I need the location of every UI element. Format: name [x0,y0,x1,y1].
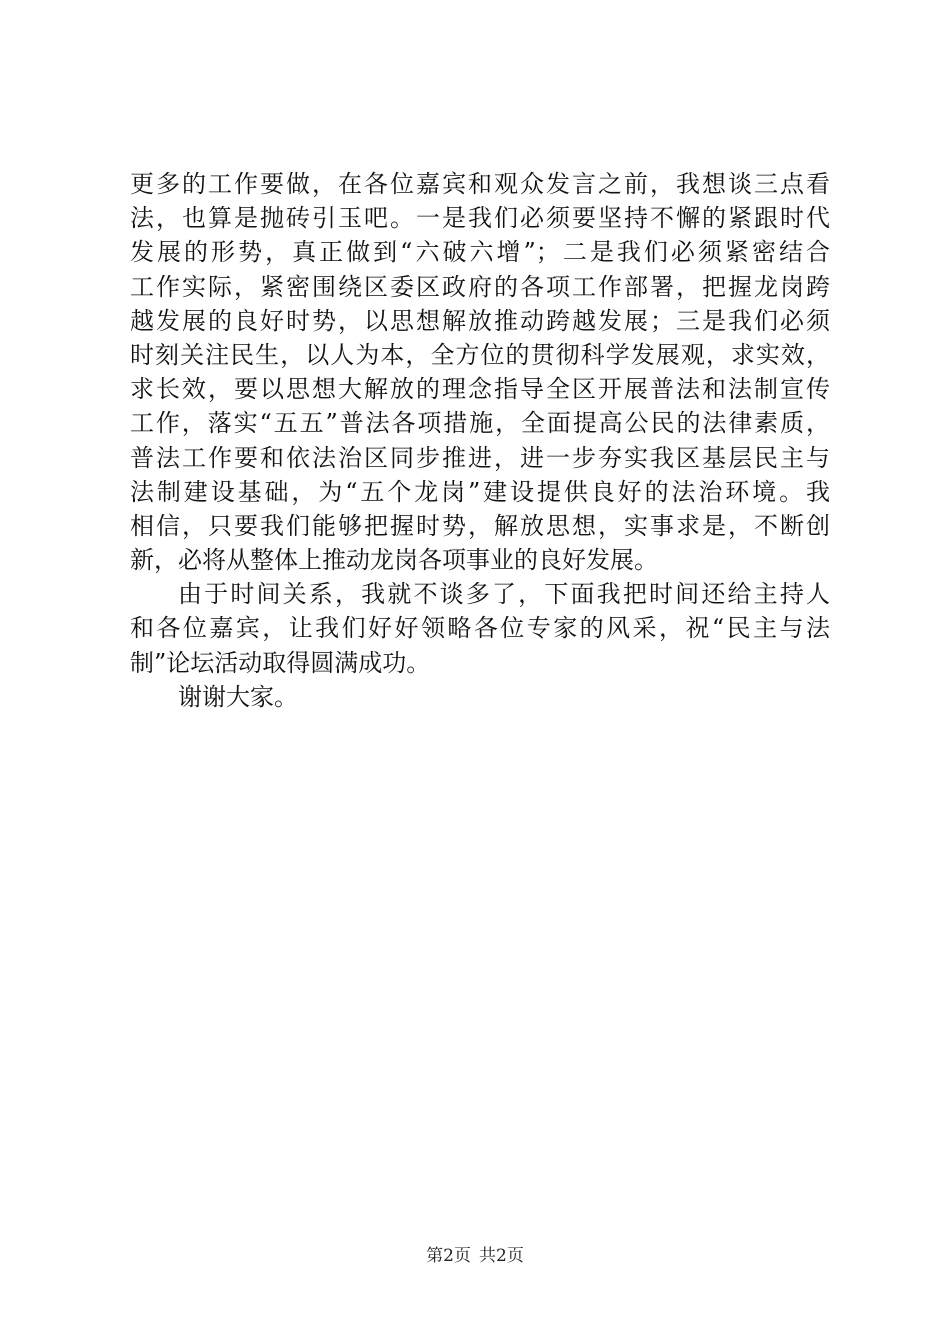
body-line: 和各位嘉宾，让我们好好领略各位专家的风采，祝“民主与法 [130,614,830,643]
body-line: 发展的形势，真正做到“六破六增”；二是我们必须紧密结合 [130,238,830,267]
body-line: 更多的工作要做，在各位嘉宾和观众发言之前，我想谈三点看 [130,170,830,198]
body-line: 求长效，要以思想大解放的理念指导全区开展普法和法制宣传 [130,375,830,404]
body-line: 制”论坛活动取得圆满成功。 [130,648,431,677]
closing-line: 谢谢大家。 [178,682,298,711]
body-line: 时刻关注民生，以人为本，全方位的贯彻科学发展观，求实效， [130,340,830,369]
paragraph-first-line: 由于时间关系，我就不谈多了，下面我把时间还给主持人 [178,580,830,609]
body-line: 法，也算是抛砖引玉吧。一是我们必须要坚持不懈的紧跟时代 [130,204,830,233]
document-body [130,167,830,714]
body-line: 新，必将从整体上推动龙岗各项事业的良好发展。 [130,546,658,575]
page-number: 第2页 [426,1246,471,1266]
body-line: 越发展的良好时势，以思想解放推动跨越发展；三是我们必须 [130,306,830,335]
body-line: 法制建设基础，为“五个龙岗”建设提供良好的法治环境。我 [130,477,830,506]
body-line: 普法工作要和依法治区同步推进，进一步夯实我区基层民主与 [130,443,830,472]
body-line: 工作，落实“五五”普法各项措施，全面提高公民的法律素质， [130,409,830,438]
page-total: 共2页 [479,1246,524,1266]
body-line: 相信，只要我们能够把握时势，解放思想，实事求是，不断创 [130,511,830,540]
page-footer [0,1245,950,1267]
body-line: 工作实际，紧密围绕区委区政府的各项工作部署，把握龙岗跨 [130,272,830,301]
